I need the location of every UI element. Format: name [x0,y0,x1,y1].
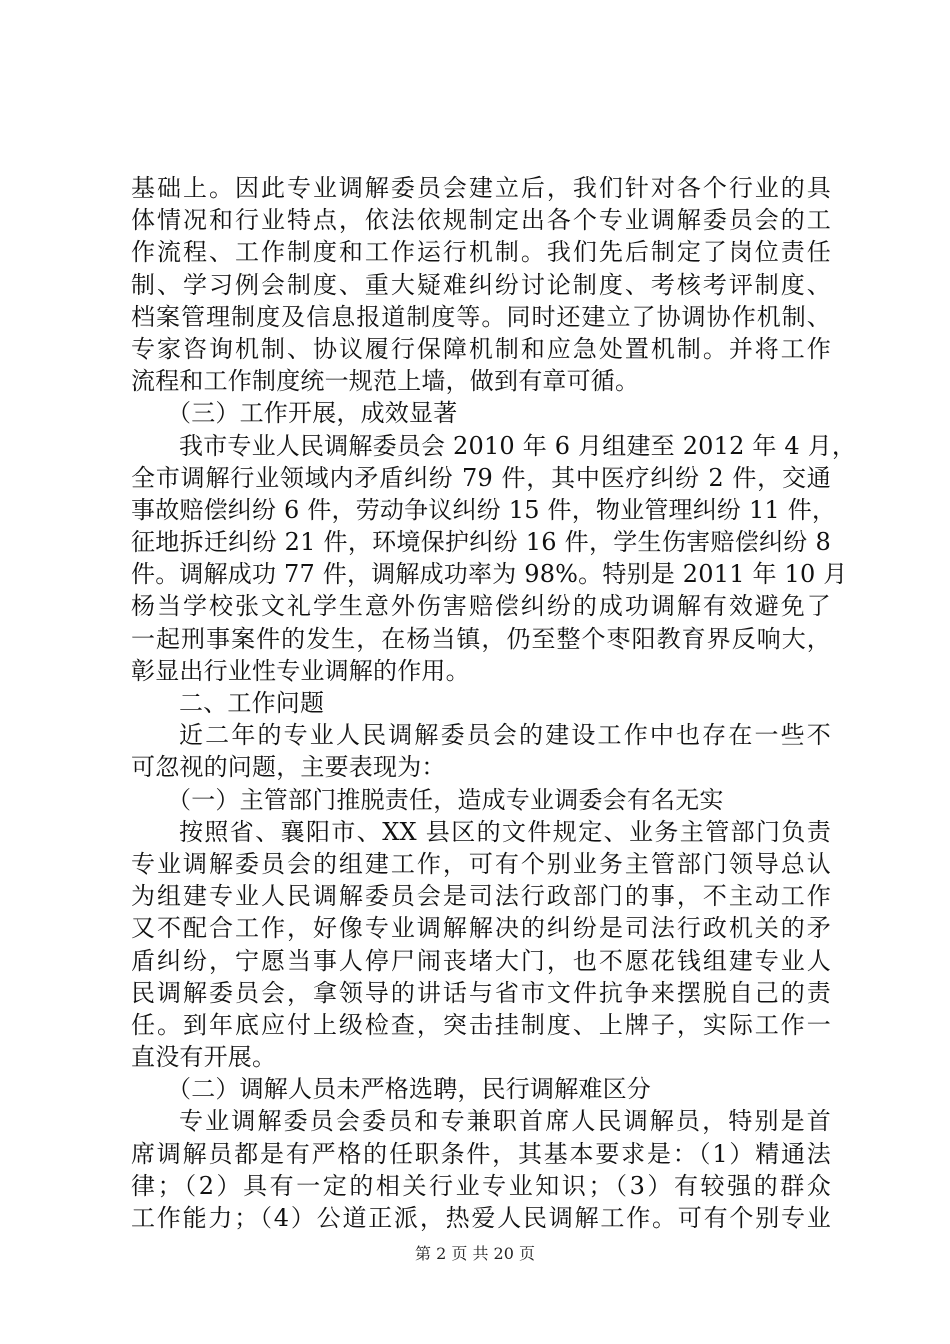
page-footer: 第 2 页 共 20 页 [415,1244,535,1263]
text-line: 又不配合工作，好像专业调解解决的纠纷是司法行政机关的矛 [131,914,831,943]
text-line: 作流程、工作制度和工作运行机制。我们先后制定了岗位责任 [131,238,831,267]
text-line: 律；（2）具有一定的相关行业专业知识；（3）有较强的群众 [131,1171,831,1200]
text-line: （三）工作开展，成效显著 [167,399,458,428]
text-line: （一）主管部门推脱责任，造成专业调委会有名无实 [167,785,724,814]
text-line: 体情况和行业特点，依法依规制定出各个专业调解委员会的工 [131,206,831,235]
text-line: 杨当学校张文礼学生意外伤害赔偿纠纷的成功调解有效避免了 [131,592,831,621]
text-line: 工作能力；（4）公道正派，热爱人民调解工作。可有个别专业 [131,1204,831,1232]
text-line: 专家咨询机制、协议履行保障机制和应急处置机制。并将工作 [131,334,831,363]
text-line: 近二年的专业人民调解委员会的建设工作中也存在一些不 [179,721,831,750]
text-line: 任。到年底应付上级检查，突击挂制度、上牌子，实际工作一 [131,1010,831,1039]
text-line: 民调解委员会，拿领导的讲话与省市文件抗争来摆脱自己的责 [131,978,831,1007]
text-line: 专业调解委员会委员和专兼职首席人民调解员，特别是首 [179,1107,831,1136]
text-line: 全市调解行业领域内矛盾纠纷 79 件，其中医疗纠纷 2 件，交通 [131,463,831,492]
text-line: 席调解员都是有严格的任职条件，其基本要求是：（1）精通法 [131,1139,831,1168]
text-line: 基础上。因此专业调解委员会建立后，我们针对各个行业的具 [131,174,831,202]
text-line: 专业调解委员会的组建工作，可有个别业务主管部门领导总认 [131,849,831,878]
text-line: 可忽视的问题，主要表现为： [131,753,446,782]
text-line: （二）调解人员未严格选聘，民行调解难区分 [167,1075,651,1104]
text-line: 按照省、襄阳市、XX 县区的文件规定、业务主管部门负责 [179,817,831,846]
text-line: 档案管理制度及信息报道制度等。同时还建立了协调协作机制、 [131,302,831,331]
text-line: 直没有开展。 [131,1043,277,1072]
text-line: 制、学习例会制度、重大疑难纠纷讨论制度、考核考评制度、 [131,270,831,299]
text-line: 二、工作问题 [179,689,325,717]
text-line: 流程和工作制度统一规范上墙，做到有章可循。 [131,367,640,396]
text-line: 件。调解成功 77 件，调解成功率为 98%。特别是 2011 年 10 月 [131,560,848,589]
document-body [131,172,857,1234]
text-line: 为组建专业人民调解委员会是司法行政部门的事，不主动工作 [131,882,831,911]
text-line: 彰显出行业性专业调解的作用。 [131,656,470,685]
text-line: 征地拆迁纠纷 21 件，环境保护纠纷 16 件，学生伤害赔偿纠纷 8 [131,528,831,557]
text-line: 盾纠纷，宁愿当事人停尸闹丧堵大门，也不愿花钱组建专业人 [131,946,831,975]
text-line: 一起刑事案件的发生，在杨当镇，仍至整个枣阳教育界反响大， [131,624,831,653]
text-line: 我市专业人民调解委员会 2010 年 6 月组建至 2012 年 4 月， [179,431,857,460]
text-line: 事故赔偿纠纷 6 件，劳动争议纠纷 15 件，物业管理纠纷 11 件， [131,495,837,524]
